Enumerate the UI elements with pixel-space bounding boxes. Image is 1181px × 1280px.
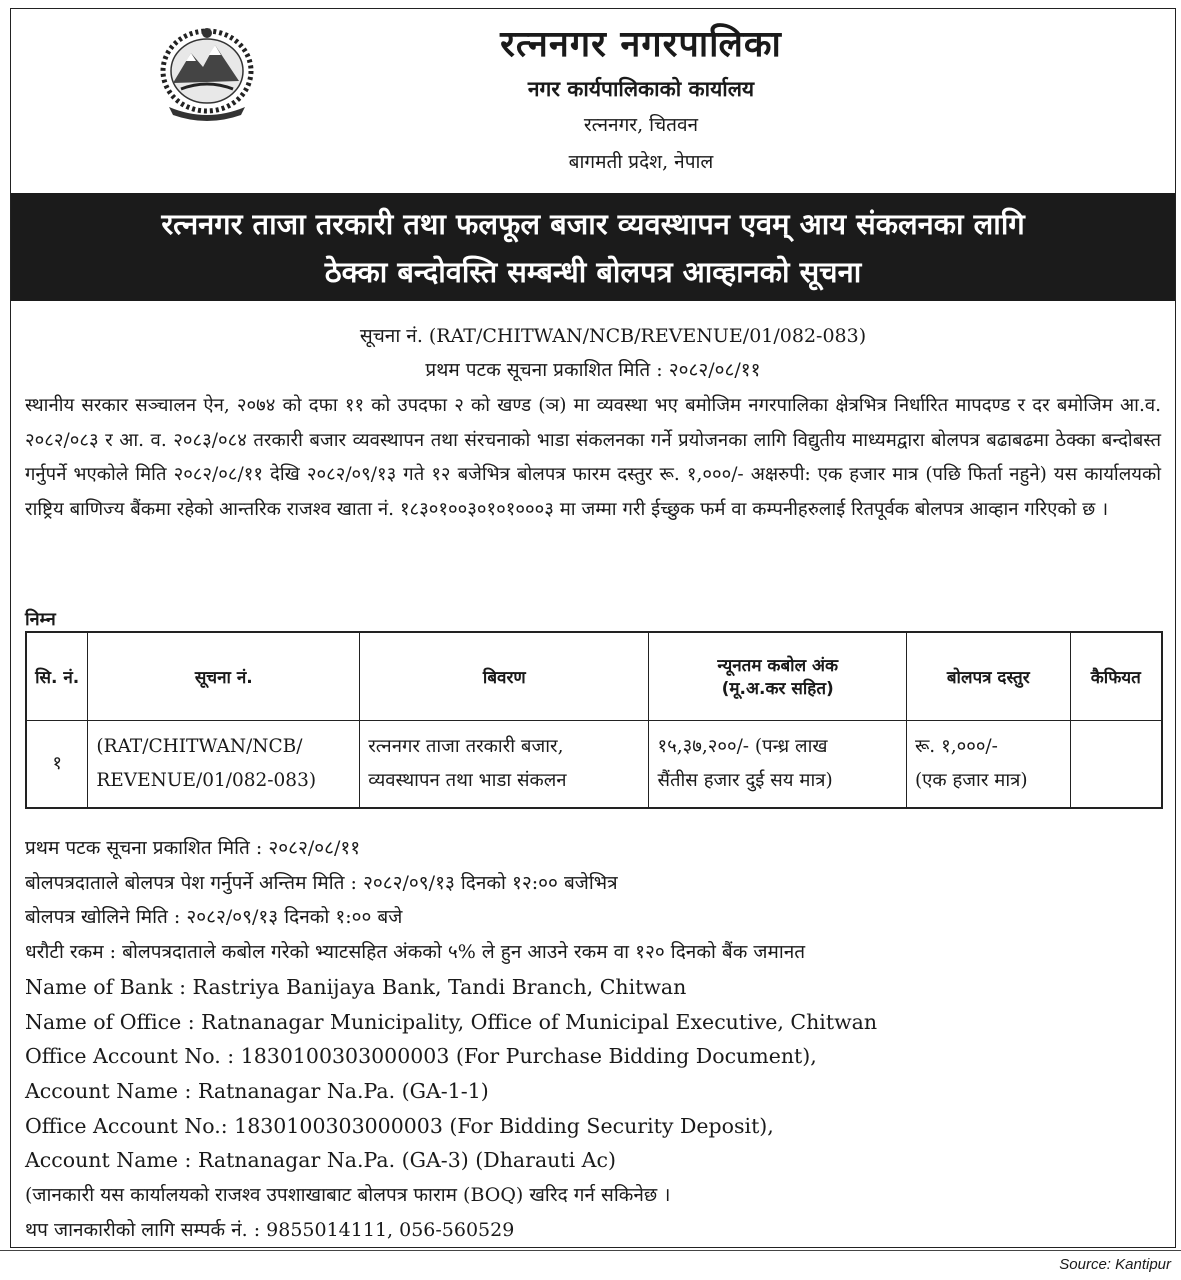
header-min-bid (649, 632, 906, 720)
nepal-emblem-icon (151, 23, 263, 123)
detail-line: Office Account No. : 1830100303000003 (For Purchase Bidding Document), (25, 1044, 817, 1069)
notice-header (11, 9, 1175, 193)
table-header-row (26, 632, 1162, 720)
cell-notice-no-line-1: (RAT/CHITWAN/NCB/ (96, 735, 303, 757)
cell-notice-no-line-2: REVENUE/01/082-083) (96, 769, 317, 791)
notice-number: सूचना नं. (RAT/CHITWAN/NCB/REVENUE/01/082-083) (359, 325, 867, 347)
banner-line-2: ठेक्का बन्दोवस्ति सम्बन्धी बोलपत्र आव्हानको सूचना (324, 255, 862, 289)
cell-fee-line-1: रू. १,०००/- (914, 735, 998, 757)
notice-details (25, 831, 1165, 1247)
header-notice-no: सूचना नं. (88, 632, 360, 720)
tender-table (25, 631, 1163, 809)
cell-notice-no (88, 720, 360, 808)
detail-line: (जानकारी यस कार्यालयको राजश्व उपशाखाबाट बोलपत्र फाराम (BOQ) खरिद गर्न सकिनेछ । (25, 1184, 671, 1207)
cell-fee (906, 720, 1070, 808)
table-row (26, 720, 1162, 808)
cell-description-line-2: व्यवस्थापन तथा भाडा संकलन (368, 769, 567, 791)
cell-min-bid-line-1: १५,३७,२००/- (पन्ध्र लाख (657, 735, 828, 757)
municipality-title: रत्ननगर नगरपालिका (500, 24, 782, 65)
detail-line: Account Name : Ratnanagar Na.Pa. (GA-3) (Dharauti Ac) (25, 1148, 616, 1173)
banner-line-1: रत्ननगर ताजा तरकारी तथा फलफूल बजार व्यवस्थापन एवम् आय संकलनका लागि (161, 207, 1025, 241)
cell-min-bid (649, 720, 906, 808)
header-min-bid-line-1: न्यूनतम कबोल अंक (717, 656, 839, 677)
cell-sn: १ (26, 720, 88, 808)
notice-references (11, 319, 1175, 387)
detail-line: बोलपत्रदाताले बोलपत्र पेश गर्नुपर्ने अन्तिम मिति : २०८२/०९/१३ दिनको १२:०० बजेभित्र (25, 871, 618, 894)
detail-line: Office Account No.: 1830100303000003 (For Bidding Security Deposit), (25, 1113, 774, 1138)
detail-line: धरौटी रकम : बोलपत्रदाताले कबोल गरेको भ्याटसहित अंकको ५% ले हुन आउने रकम वा १२० दिनको बैंक जमानत (25, 941, 806, 964)
cell-min-bid-line-2: सैंतीस हजार दुई सय मात्र) (657, 769, 833, 791)
office-subtitle: नगर कार्यपालिकाको कार्यालय (527, 77, 755, 101)
detail-line: प्रथम पटक सूचना प्रकाशित मिति : २०८२/०८/११ (25, 837, 361, 859)
notice-banner (11, 193, 1175, 301)
cell-description (360, 720, 649, 808)
detail-line: थप जानकारीको लागि सम्पर्क नं. : 9855014111, 056-560529 (25, 1218, 515, 1241)
detail-line: Name of Bank : Rastriya Banijaya Bank, Tandi Branch, Chitwan (25, 974, 687, 999)
body-paragraph: स्थानीय सरकार सञ्चालन ऐन, २०७४ को दफा ११ को उपदफा २ को खण्ड (ञ) मा व्यवस्था भए बमोजिम नगरपालिका क्षेत्रभित्र निर्धारित मापदण्ड र दर बमोजिम आ.व. २०८२/०८३ र आ. व. २०८३/०८४ तरकारी बजार व्यवस्थापन तथा संरचनाको भाडा संकलनका गर्ने प्रयोजनका लागि विद्युतीय माध्यमद्वारा बोलपत्र बढाबढमा ठेक्का बन्दोबस्त गर्नुपर्ने भएकोले मिति २०८२/०८/११ देखि २०८२/०९/१३ गते १२ बजेभित्र बोलपत्र फारम दस्तुर रू. १,०००/- अक्षरुपी: एक हजार मात्र (पछि फिर्ता नहुने) यस कार्यालयको राष्ट्रिय बाणिज्य बैंकमा रहेको आन्तरिक राजश्व खाता नं. १८३०१००३०१०१०००३ मा जम्मा गरी ईच्छुक फर्म वा कम्पनीहरुलाई रितपूर्वक बोलपत्र आव्हान गरिएको छ । (25, 395, 1161, 520)
cell-fee-line-2: (एक हजार मात्र) (914, 769, 1028, 791)
office-province: बागमती प्रदेश, नेपाल (568, 151, 714, 173)
detail-line: Name of Office : Ratnanagar Municipality, Office of Municipal Executive, Chitwan (25, 1009, 878, 1034)
table-label: निम्न (25, 609, 56, 630)
source-credit: Source: Kantipur (1059, 1256, 1171, 1273)
notice-frame (10, 8, 1176, 1248)
header-sn: सि. नं. (26, 632, 88, 720)
header-remarks: कैफियत (1070, 632, 1162, 720)
header-description: बिवरण (360, 632, 649, 720)
cell-description-line-1: रत्ननगर ताजा तरकारी बजार, (368, 735, 564, 757)
header-fee: बोलपत्र दस्तुर (906, 632, 1070, 720)
detail-line: बोलपत्र खोलिने मिति : २०८२/०९/१३ दिनको १:०० बजे (25, 906, 403, 929)
header-min-bid-line-2: (मू.अ.कर सहित) (721, 679, 834, 700)
detail-line: Account Name : Ratnanagar Na.Pa. (GA-1-1) (25, 1078, 489, 1103)
bottom-divider (0, 1250, 1181, 1251)
office-location: रत्ननगर, चितवन (583, 114, 699, 136)
cell-remarks (1070, 720, 1162, 808)
first-published-date: प्रथम पटक सूचना प्रकाशित मिति : २०८२/०८/११ (425, 359, 761, 381)
